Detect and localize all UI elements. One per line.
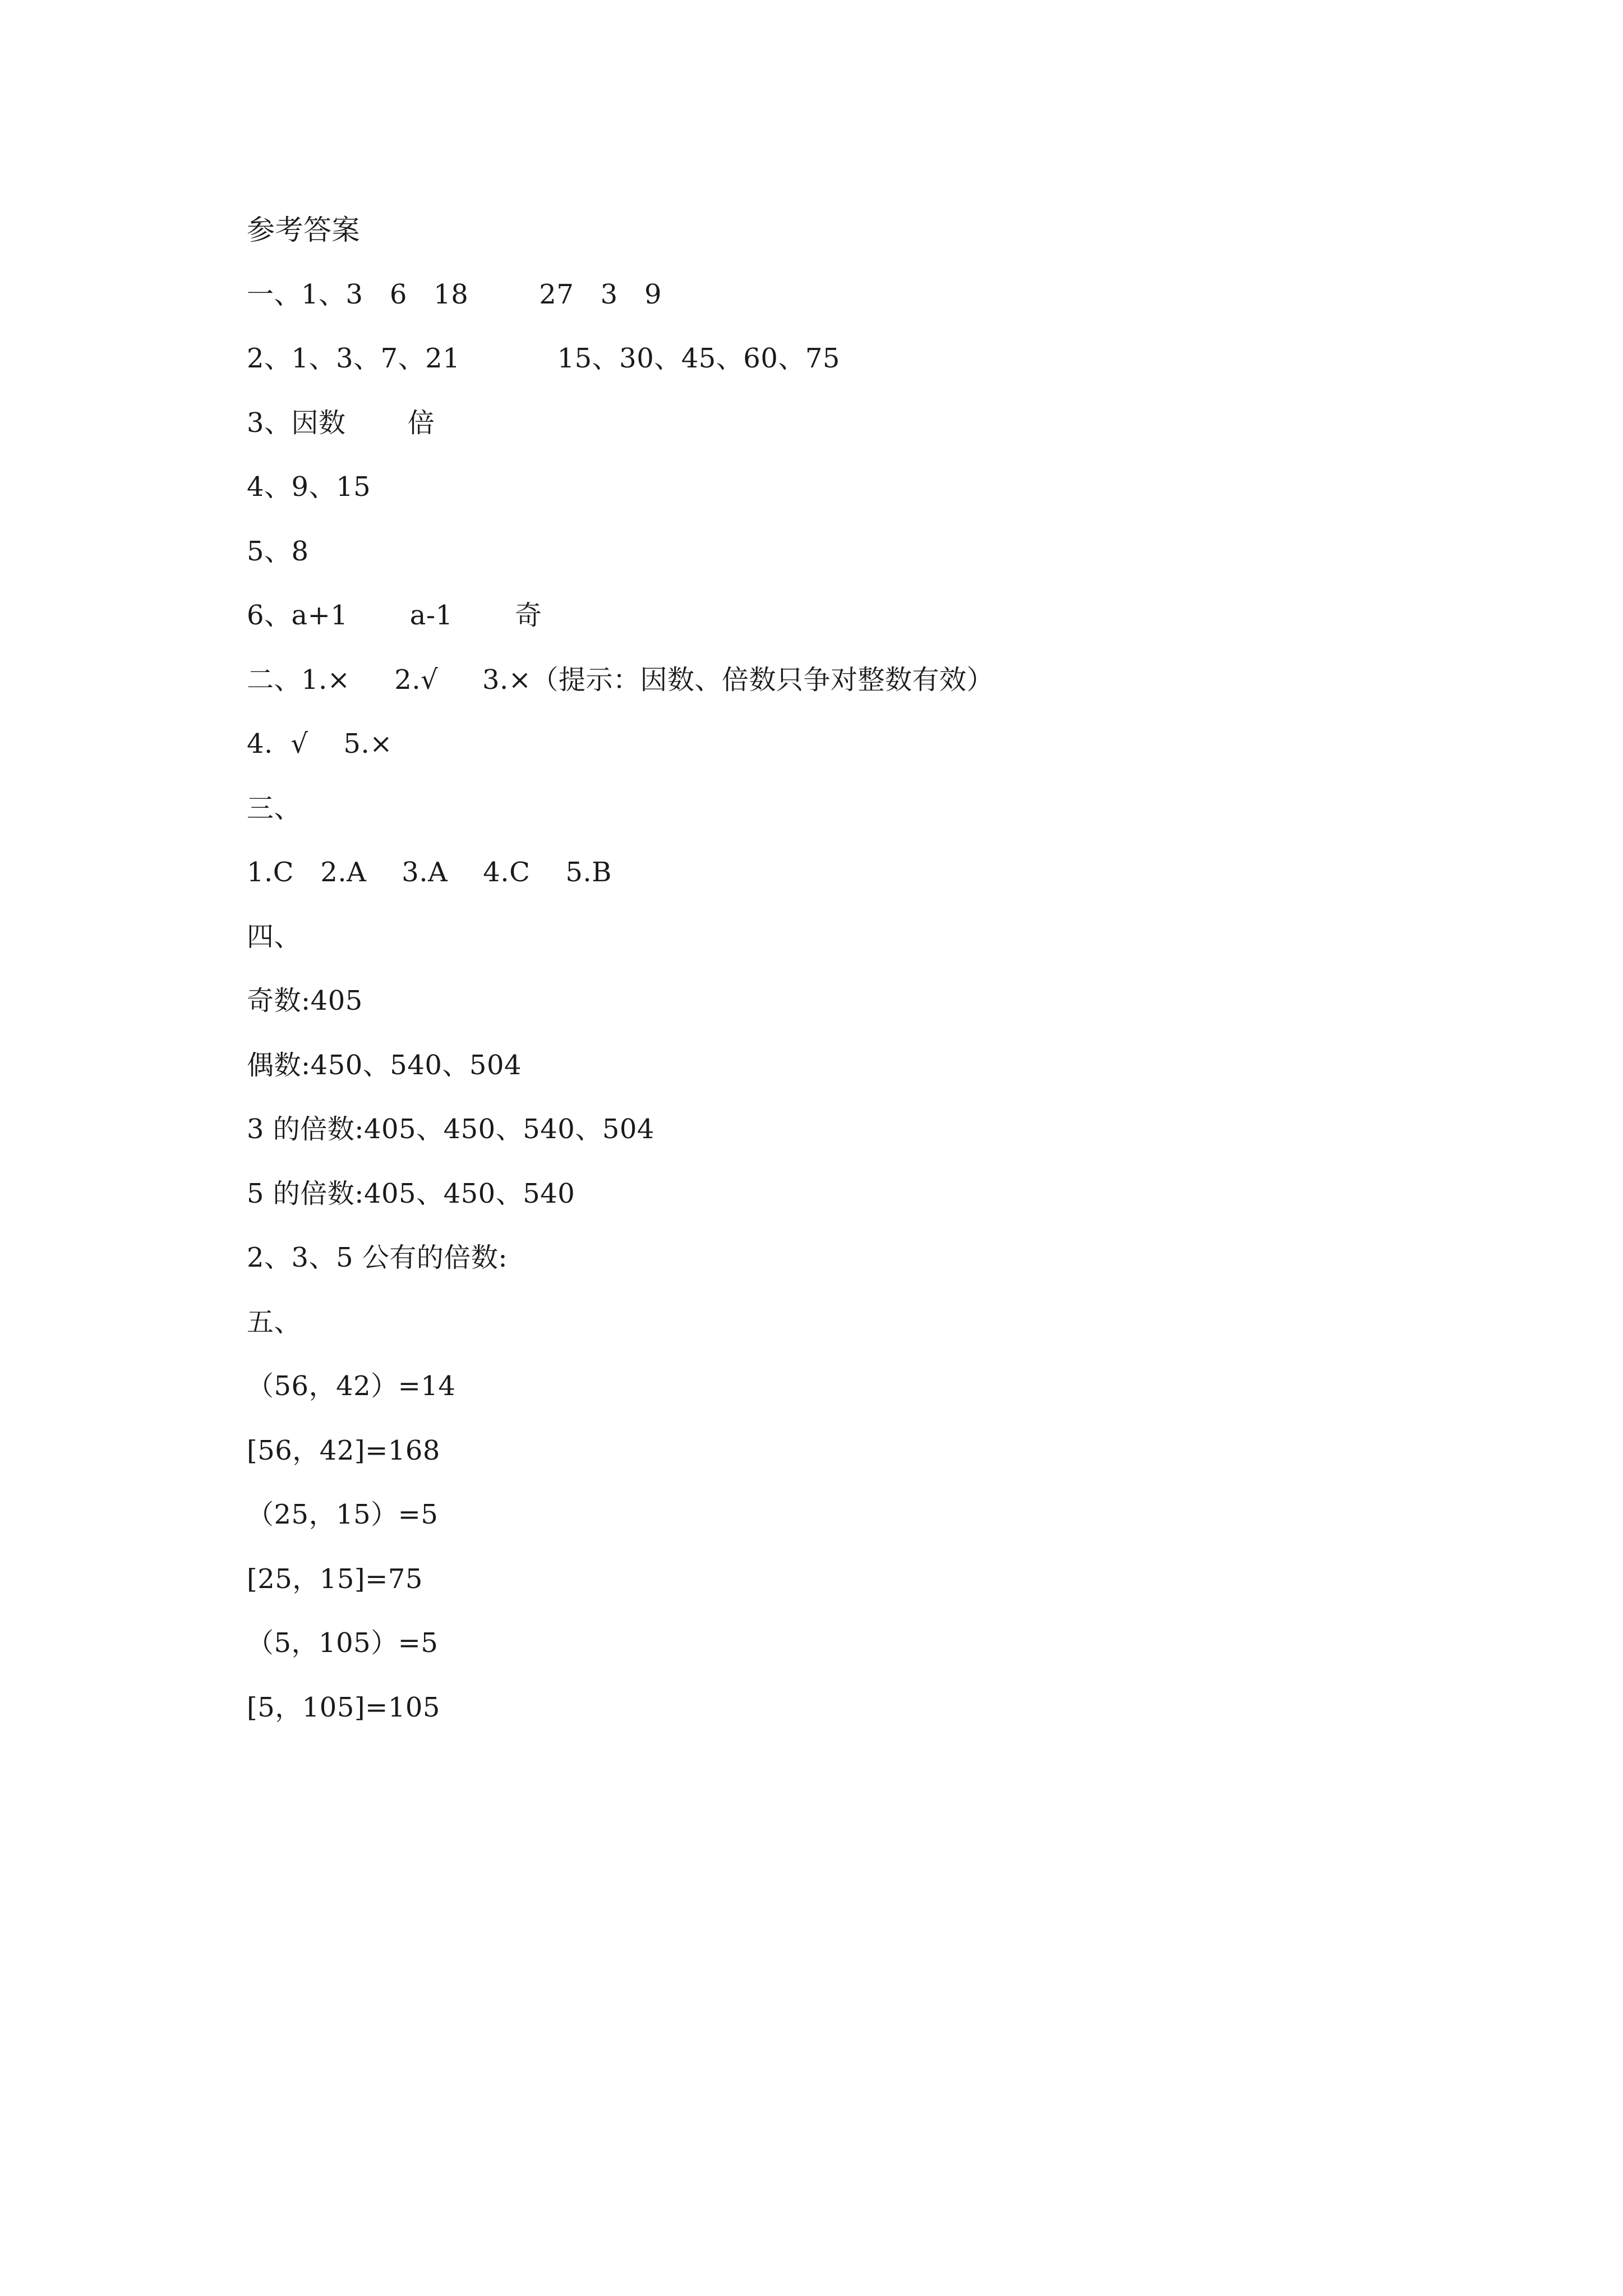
answer-line-4-multiple-3: 3 的倍数:405、450、540、504 — [247, 1114, 654, 1145]
answer-line-5-lcm-3: [5，105]=105 — [247, 1691, 440, 1723]
answer-line-4-odd: 奇数:405 — [247, 985, 363, 1016]
section-heading-5: 五、 — [247, 1306, 302, 1338]
answer-line-5-gcd-1: （56，42）=14 — [247, 1370, 456, 1402]
section-heading-4: 四、 — [247, 921, 302, 953]
answer-line-5-lcm-1: [56，42]=168 — [247, 1434, 440, 1466]
answer-line-1-4: 4、9、15 — [247, 471, 371, 503]
answer-line-1-1: 一、1、3 6 18 27 3 9 — [247, 278, 662, 310]
answer-line-2-b: 4. √ 5.× — [247, 728, 393, 760]
answer-line-1-2: 2、1、3、7、21 15、30、45、60、75 — [247, 343, 840, 374]
answer-line-3: 1.C 2.A 3.A 4.C 5.B — [247, 857, 612, 888]
section-heading-3: 三、 — [247, 792, 302, 824]
answer-line-1-5: 5、8 — [247, 535, 309, 567]
answer-line-5-gcd-2: （25，15）=5 — [247, 1499, 439, 1530]
answer-line-1-3: 3、因数 倍 — [247, 407, 435, 439]
answer-line-4-common: 2、3、5 公有的倍数: — [247, 1242, 508, 1273]
answer-line-5-lcm-2: [25，15]=75 — [247, 1563, 423, 1595]
answer-line-4-even: 偶数:450、540、504 — [247, 1049, 522, 1081]
answer-key-content — [247, 208, 1380, 1749]
answer-line-1-6: 6、a+1 a-1 奇 — [247, 600, 542, 631]
answer-line-4-multiple-5: 5 的倍数:405、450、540 — [247, 1177, 575, 1209]
answer-line-2-a: 二、1.× 2.√ 3.×（提示：因数、倍数只争对整数有效） — [247, 664, 994, 696]
page-title: 参考答案 — [247, 214, 360, 246]
answer-line-5-gcd-3: （5，105）=5 — [247, 1627, 439, 1659]
